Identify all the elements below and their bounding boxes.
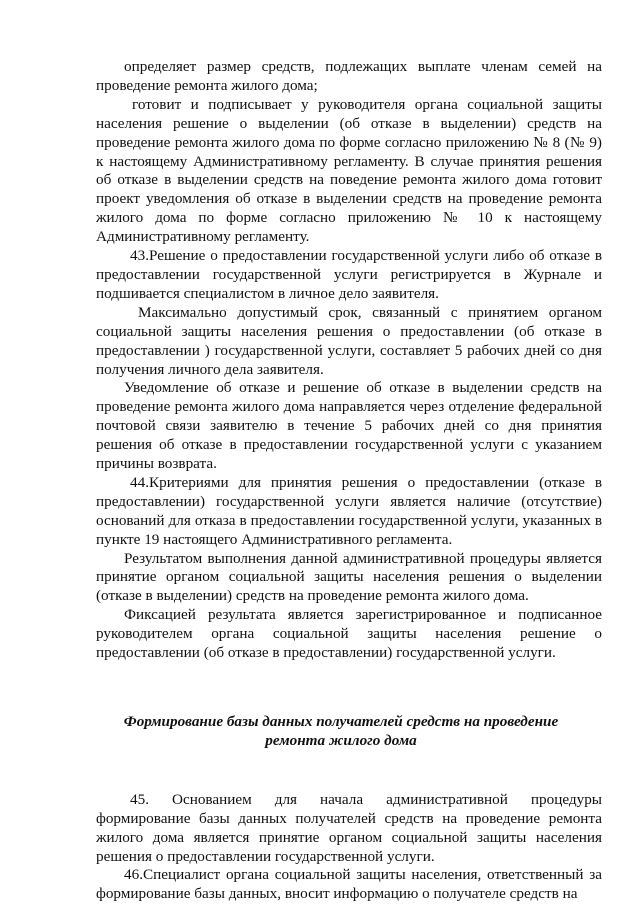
paragraph-notification: Уведомление об отказе и решение об отказе в выделении средств на проведение ремонта жилого дома направляется через отделение федеральной почтовой связи заявителю в течение 5 рабочих дней со дня принятия решения об отказе в предоставлении государственной услуги с указанием причины возврата. <box>96 379 602 473</box>
paragraph-size-of-funds: определяет размер средств, подлежащих выплате членам семей на проведение ремонта жилого дома; <box>96 58 602 94</box>
paragraph-44: 44.Критериями для принятия решения о предоставлении (отказе в предоставлении) государственной услуги является наличие (отсутствие) оснований для отказа в предоставлении государственной услуги, указанных в пункте 19 настоящего Административного регламента. <box>96 473 602 548</box>
heading-spacer <box>96 751 602 791</box>
paragraph-46: 46.Специалист органа социальной защиты населения, ответственный за формирование базы данных, вносит информацию о получателе средств на <box>96 866 602 903</box>
paragraph-43: 43.Решение о предоставлении государственной услуги либо об отказе в предоставлении государственной услуги регистрируется в Журнале и подшивается специалистом в личное дело заявителя. <box>96 247 602 302</box>
paragraph-max-term: Максимально допустимый срок, связанный с принятием органом социальной защиты населения решения о предоставлении (об отказе в предоставлении ) государственной услуги, составляет 5 рабочих дней со дня получения личного дела заявителя. <box>96 303 602 378</box>
section-heading: Формирование базы данных получателей средств на проведение ремонта жилого дома <box>123 713 559 749</box>
paragraph-result: Результатом выполнения данной административной процедуры является принятие органом социальной защиты населения решения о выделении (отказе в выделении) средств на проведение ремонта жилого дома. <box>96 549 602 605</box>
paragraph-fixation: Фиксацией результата является зарегистрированное и подписанное руководителем органа социальной защиты населения решение о предоставлении (об отказе в предоставлении) государственной услуги. <box>96 606 602 662</box>
section-spacer <box>96 663 602 713</box>
paragraph-45: 45. Основанием для начала административной процедуры формирование базы данных получателей средств на проведение ремонта жилого дома является принятие органом социальной защиты населения решения о предоставлении государственной услуги. <box>96 790 602 865</box>
paragraph-prepares-decision: готовит и подписывает у руководителя органа социальной защиты населения решение о выделении (об отказе в выделении) средств на проведение ремонта жилого дома по форме согласно приложению № 8 (№ 9) к настоящему Административному регламенту. В случае принятия решения об отказе в выделении средств на поведение ремонта жилого дома готовит проект уведомления об отказе в выделении средств на проведение ремонта жилого дома по форме согласно приложению № 10 к настоящему Административному регламенту. <box>96 95 602 246</box>
